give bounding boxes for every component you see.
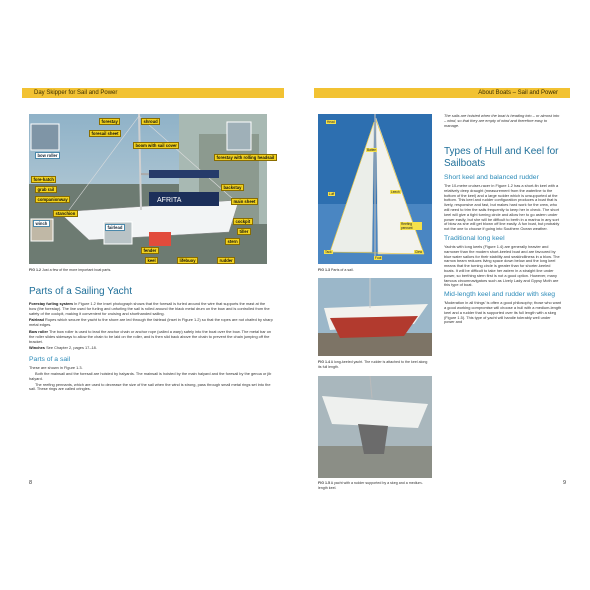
figure-label-forestay: forestay: [99, 118, 120, 125]
sail-para-2: Both the mainsail and the foresail are hoisted by halyards. The mainsail is hoisted by the main halyard and the foresail by the genoa or jib halyard.: [29, 370, 272, 381]
figure-label-foresail-sheet: foresail sheet: [89, 130, 121, 137]
boat-parts-photo: [29, 114, 275, 264]
figure-1-4-label: FIG 1.4: [318, 360, 330, 364]
figure-1-3-caption: [318, 268, 432, 273]
sail-label-reefing-pennant: Reefing pennant: [400, 222, 422, 230]
hull-name: AFRITA: [157, 197, 182, 204]
left-body: [29, 302, 273, 392]
figure-label-bow-roller: bow roller: [35, 152, 60, 159]
sail-para-3: The reefing pennants, which are used to decrease the size of the sail when the wind is strong, pass through small metal rings set into the sail. These rings are called cringles.: [29, 381, 271, 392]
sail-illustration: [318, 114, 432, 264]
skeg-heading: Mid-length keel and rudder with skeg: [444, 291, 556, 299]
figure-label-rudder: rudder: [217, 257, 235, 264]
figure-label-winch: winch: [33, 220, 50, 227]
left-page-number: 8: [29, 480, 33, 486]
figure-label-stern: stern: [225, 238, 240, 245]
sail-para-1: These are shown in Figure 1.3.: [29, 365, 83, 371]
figure-1-5-label: FIG 1.5: [318, 481, 330, 485]
left-page: [22, 88, 284, 502]
figure-1-5-text: A yacht with a rudder supported by a skeg and a medium-length keel.: [318, 481, 423, 490]
figure-label-shroud: shroud: [141, 118, 160, 125]
figure-label-forestay-headsail: forestay with rolling headsail: [214, 154, 277, 161]
sail-label-clew: Clew: [415, 250, 423, 254]
fairlead-text: Ropes which secure the yacht to the shore are led through the fairlead (inset in Figure 1.2) so that the ropes are not chafed by sharp metal edges.: [29, 317, 273, 328]
skeg-text: 'Moderation in all things' is often a good philosophy; those who want a good working compromise will choose a hull with a medium-length keel and a rudder that is supported over its full length with a skeg (Figure 1.5). This type of yacht will handle tolerably well under power and: [444, 300, 562, 325]
figure-1-2-text: Just a few of the more important boat parts.: [41, 268, 112, 272]
figure-label-fore-hatch: fore-hatch: [31, 176, 56, 183]
left-running-header: [22, 88, 284, 98]
figure-1-2-label: FIG 1.2: [29, 268, 41, 272]
sail-label-head: Head: [327, 120, 335, 124]
sail-label-leech: Leech: [391, 190, 400, 194]
figure-1-5-caption: [318, 481, 432, 490]
figure-label-fender: fender: [141, 247, 159, 254]
long-keel-heading: Traditional long keel: [444, 234, 505, 242]
fairlead-term: Fairlead: [29, 317, 44, 323]
skeg-illustration: [318, 376, 432, 478]
winches-term: Winches: [29, 345, 45, 351]
short-keel-text: The 10-metre cruiser-racer in Figure 1.2 has a short-fin keel with a relatively deep draught (measurement from the waterline to the bottom of the keel) and a large rudder which is unsupported at the bottom. This keel and rudder configuration produces a boat that is lively, responsive and fast, but makes hard work for the crew, who will need to trim the sails frequently to keep her in check. The short keel will give a tight turning circle and allow her to go astern under power easily, but she will be difficult to berth in a marina in any sort of blow as she will get blown off line easily. A fun boat, but probably not the one to choose if going into Southern Ocean weather.: [444, 183, 560, 232]
winches-text: See Chapter 2, pages 17–18.: [46, 345, 97, 351]
bow-roller-text: The bow roller is used to lead the anchor chain or anchor rope (called a warp) safely into the boat over the bow. The metal bar on the roller slides sideways to allow the chain to be laid on the roller, and is then slid back above the chain to prevent the chain jumping off the bracket.: [29, 328, 272, 344]
figure-label-keel: keel: [145, 257, 158, 264]
long-keel-text: Yachts with long keels (Figure 1.4) are generally heavier and narrower than the modern short-keeled boat and are favoured by blue water sailors for their stability and seakindliness in a blow. The narrow beam reduces living space down below and the long keel means that the turning circle is greater than for shorter-keeled boats. It will be difficult to take her astern in a straight line under power, so berthing stern first is not a good option. However, many famous circumnavigators such as Lively Lady and Gypsy Moth are this type of boat.: [444, 243, 560, 288]
parts-of-a-sail-heading: Parts of a sail: [29, 356, 71, 364]
figure-label-boom: boom with sail cover: [133, 142, 179, 149]
figure-label-main-sheet: main sheet: [231, 198, 258, 205]
right-intro: The sails are hoisted when the boat is heading into – or almost into – wind, so that they are empty of wind and therefore easy to manage.: [444, 113, 560, 128]
left-header-text: Day Skipper for Sail and Power: [34, 90, 118, 96]
figure-1-2-caption: [29, 268, 267, 273]
figure-1-4-caption: [318, 360, 432, 369]
skeg-photo: [318, 376, 432, 478]
figure-label-cockpit: cockpit: [233, 218, 253, 225]
right-page: [314, 88, 570, 502]
figure-label-grab-rail: grab rail: [35, 186, 57, 193]
long-keel-illustration: [318, 278, 432, 356]
figure-1-4-text: A long-keeled yacht. The rudder is attached to the keel along its full length.: [318, 360, 428, 369]
figure-label-companionway: companionway: [35, 196, 70, 203]
short-keel-heading: Short keel and balanced rudder: [444, 174, 539, 181]
sail-label-luff: Luff: [329, 192, 335, 196]
sail-label-batten: Batten: [367, 148, 377, 152]
figure-label-backstay: backstay: [221, 184, 244, 191]
long-keel-photo: [318, 278, 432, 356]
right-header-text: About Boats – Sail and Power: [478, 90, 558, 96]
sail-label-foot: Foot: [375, 256, 382, 260]
left-heading: Parts of a Sailing Yacht: [29, 286, 133, 297]
right-body: [444, 174, 562, 325]
right-running-header: [314, 88, 570, 98]
bow-roller-term: Bow roller: [29, 328, 49, 334]
figure-label-stanchion: stanchion: [53, 210, 78, 217]
figure-1-3-text: Parts of a sail.: [330, 268, 354, 272]
sail-label-tack: Tack: [325, 250, 332, 254]
right-page-number: 9: [562, 480, 566, 486]
figure-1-3-label: FIG 1.3: [318, 268, 330, 272]
figure-label-fairlead: fairlead: [105, 224, 125, 231]
forestay-furling-text: In Figure 1.2 the inset photograph shows that the foresail is furled around the wire that supports the mast at the bow (the forestay). The line used for furling and unfurling the sail is rolled around the black metal drum on the bow and is controlled from the safety of the cockpit, making it convenient for cruising and shorthanded sailing.: [29, 301, 270, 316]
forestay-furling-term: Forestay furling system: [29, 301, 73, 306]
figure-label-lifebuoy: lifebuoy: [177, 257, 198, 264]
figure-label-tiller: tiller: [237, 228, 251, 235]
right-heading: Types of Hull and Keel for Sailboats: [444, 146, 559, 169]
sail-photo: [318, 114, 432, 264]
